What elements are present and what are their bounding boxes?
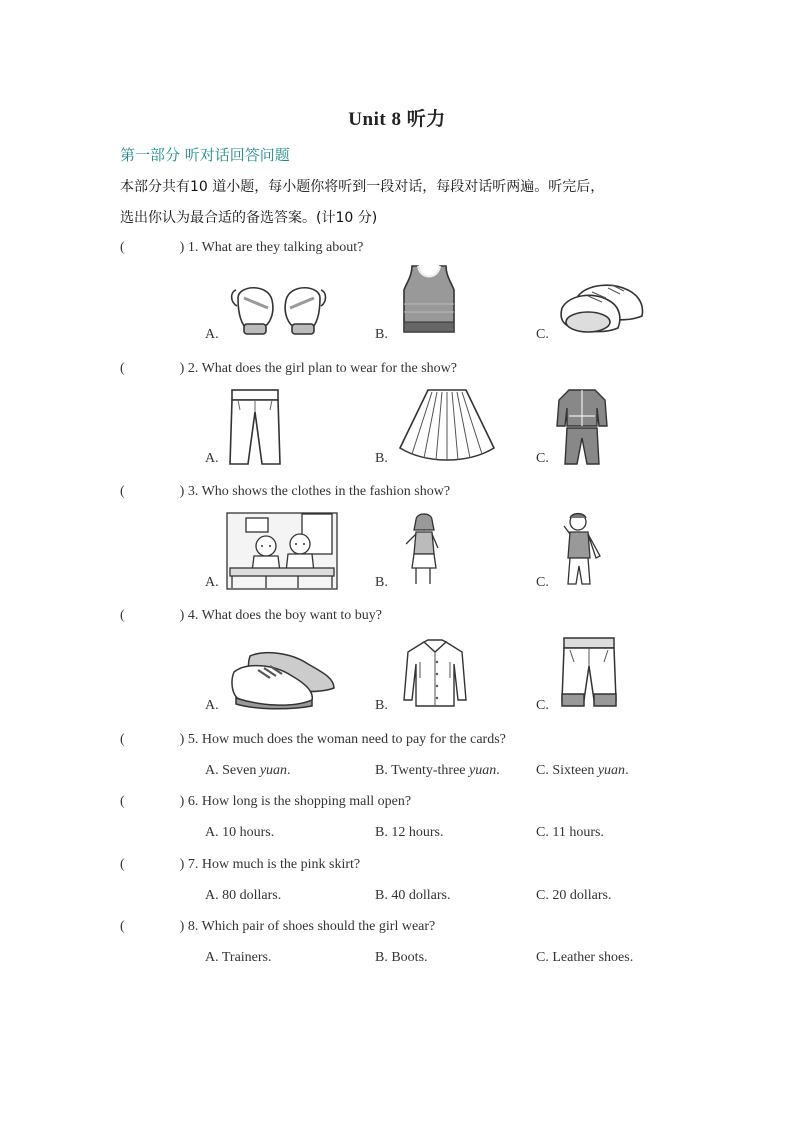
question-text: 3. Who shows the clothes in the fashion show? [187, 484, 451, 499]
option-c-label[interactable]: C. [536, 451, 549, 466]
question-4 [120, 608, 382, 624]
option-a-label[interactable]: A. [205, 575, 219, 590]
question-text: 6. How long is the shopping mall open? [187, 794, 412, 809]
option-b-label[interactable]: B. [375, 451, 388, 466]
question-8 [120, 919, 435, 935]
question-5 [120, 732, 506, 748]
question-2 [120, 361, 457, 377]
option-a[interactable]: A. 10 hours. [205, 825, 275, 840]
shorts-picture [560, 636, 618, 708]
skirt-picture [398, 388, 496, 464]
girl-picture [404, 512, 442, 588]
option-b[interactable]: B. Twenty-three yuan. [375, 763, 500, 778]
trousers-picture [228, 388, 282, 466]
option-b-label[interactable]: B. [375, 327, 388, 342]
mittens-picture [228, 280, 328, 338]
option-a[interactable]: A. Trainers. [205, 950, 272, 965]
option-a-label[interactable]: A. [205, 327, 219, 342]
option-c[interactable]: C. Leather shoes. [536, 950, 634, 965]
option-c-label[interactable]: C. [536, 575, 549, 590]
answer-blank[interactable]: ( ) [120, 240, 185, 255]
shirt-picture [402, 638, 468, 708]
option-c-label[interactable]: C. [536, 327, 549, 342]
trainers-picture [230, 648, 338, 710]
question-text: 1. What are they talking about? [187, 240, 364, 255]
vest-picture [402, 264, 456, 334]
question-6 [120, 794, 411, 810]
question-text: 4. What does the boy want to buy? [187, 608, 382, 623]
option-a-label[interactable]: A. [205, 451, 219, 466]
option-b[interactable]: B. 12 hours. [375, 825, 444, 840]
question-text: 7. How much is the pink skirt? [187, 857, 361, 872]
man-picture [560, 512, 604, 588]
question-3 [120, 484, 450, 500]
option-a[interactable]: A. Seven yuan. [205, 763, 291, 778]
option-c[interactable]: C. Sixteen yuan. [536, 763, 629, 778]
sneakers-picture [558, 276, 644, 336]
section-intro-line-1: 本部分共有10 道小题，每小题你将听到一段对话，每段对话听两遍。听完后， [120, 179, 605, 195]
option-c[interactable]: C. 20 dollars. [536, 888, 612, 903]
answer-blank[interactable]: ( ) [120, 794, 185, 809]
section-intro-line-2: 选出你认为最合适的备选答案。(计10 分) [120, 210, 378, 226]
question-7 [120, 857, 360, 873]
answer-blank[interactable]: ( ) [120, 484, 185, 499]
option-c[interactable]: C. 11 hours. [536, 825, 604, 840]
option-b-label[interactable]: B. [375, 698, 388, 713]
question-text: 2. What does the girl plan to wear for the show? [187, 361, 458, 376]
question-1 [120, 240, 363, 256]
option-b[interactable]: B. 40 dollars. [375, 888, 451, 903]
answer-blank[interactable]: ( ) [120, 608, 185, 623]
option-a[interactable]: A. 80 dollars. [205, 888, 282, 903]
option-a-label[interactable]: A. [205, 698, 219, 713]
question-text: 8. Which pair of shoes should the girl wear? [187, 919, 436, 934]
option-b-label[interactable]: B. [375, 575, 388, 590]
tracksuit-picture [555, 386, 609, 466]
answer-blank[interactable]: ( ) [120, 919, 185, 934]
question-text: 5. How much does the woman need to pay for the cards? [187, 732, 506, 747]
option-c-label[interactable]: C. [536, 698, 549, 713]
classroom-picture [226, 512, 338, 590]
answer-blank[interactable]: ( ) [120, 361, 185, 376]
answer-blank[interactable]: ( ) [120, 857, 185, 872]
answer-blank[interactable]: ( ) [120, 732, 185, 747]
page-title: Unit 8 听力 [348, 109, 446, 130]
option-b[interactable]: B. Boots. [375, 950, 428, 965]
section-title: 第一部分 听对话回答问题 [120, 146, 290, 164]
